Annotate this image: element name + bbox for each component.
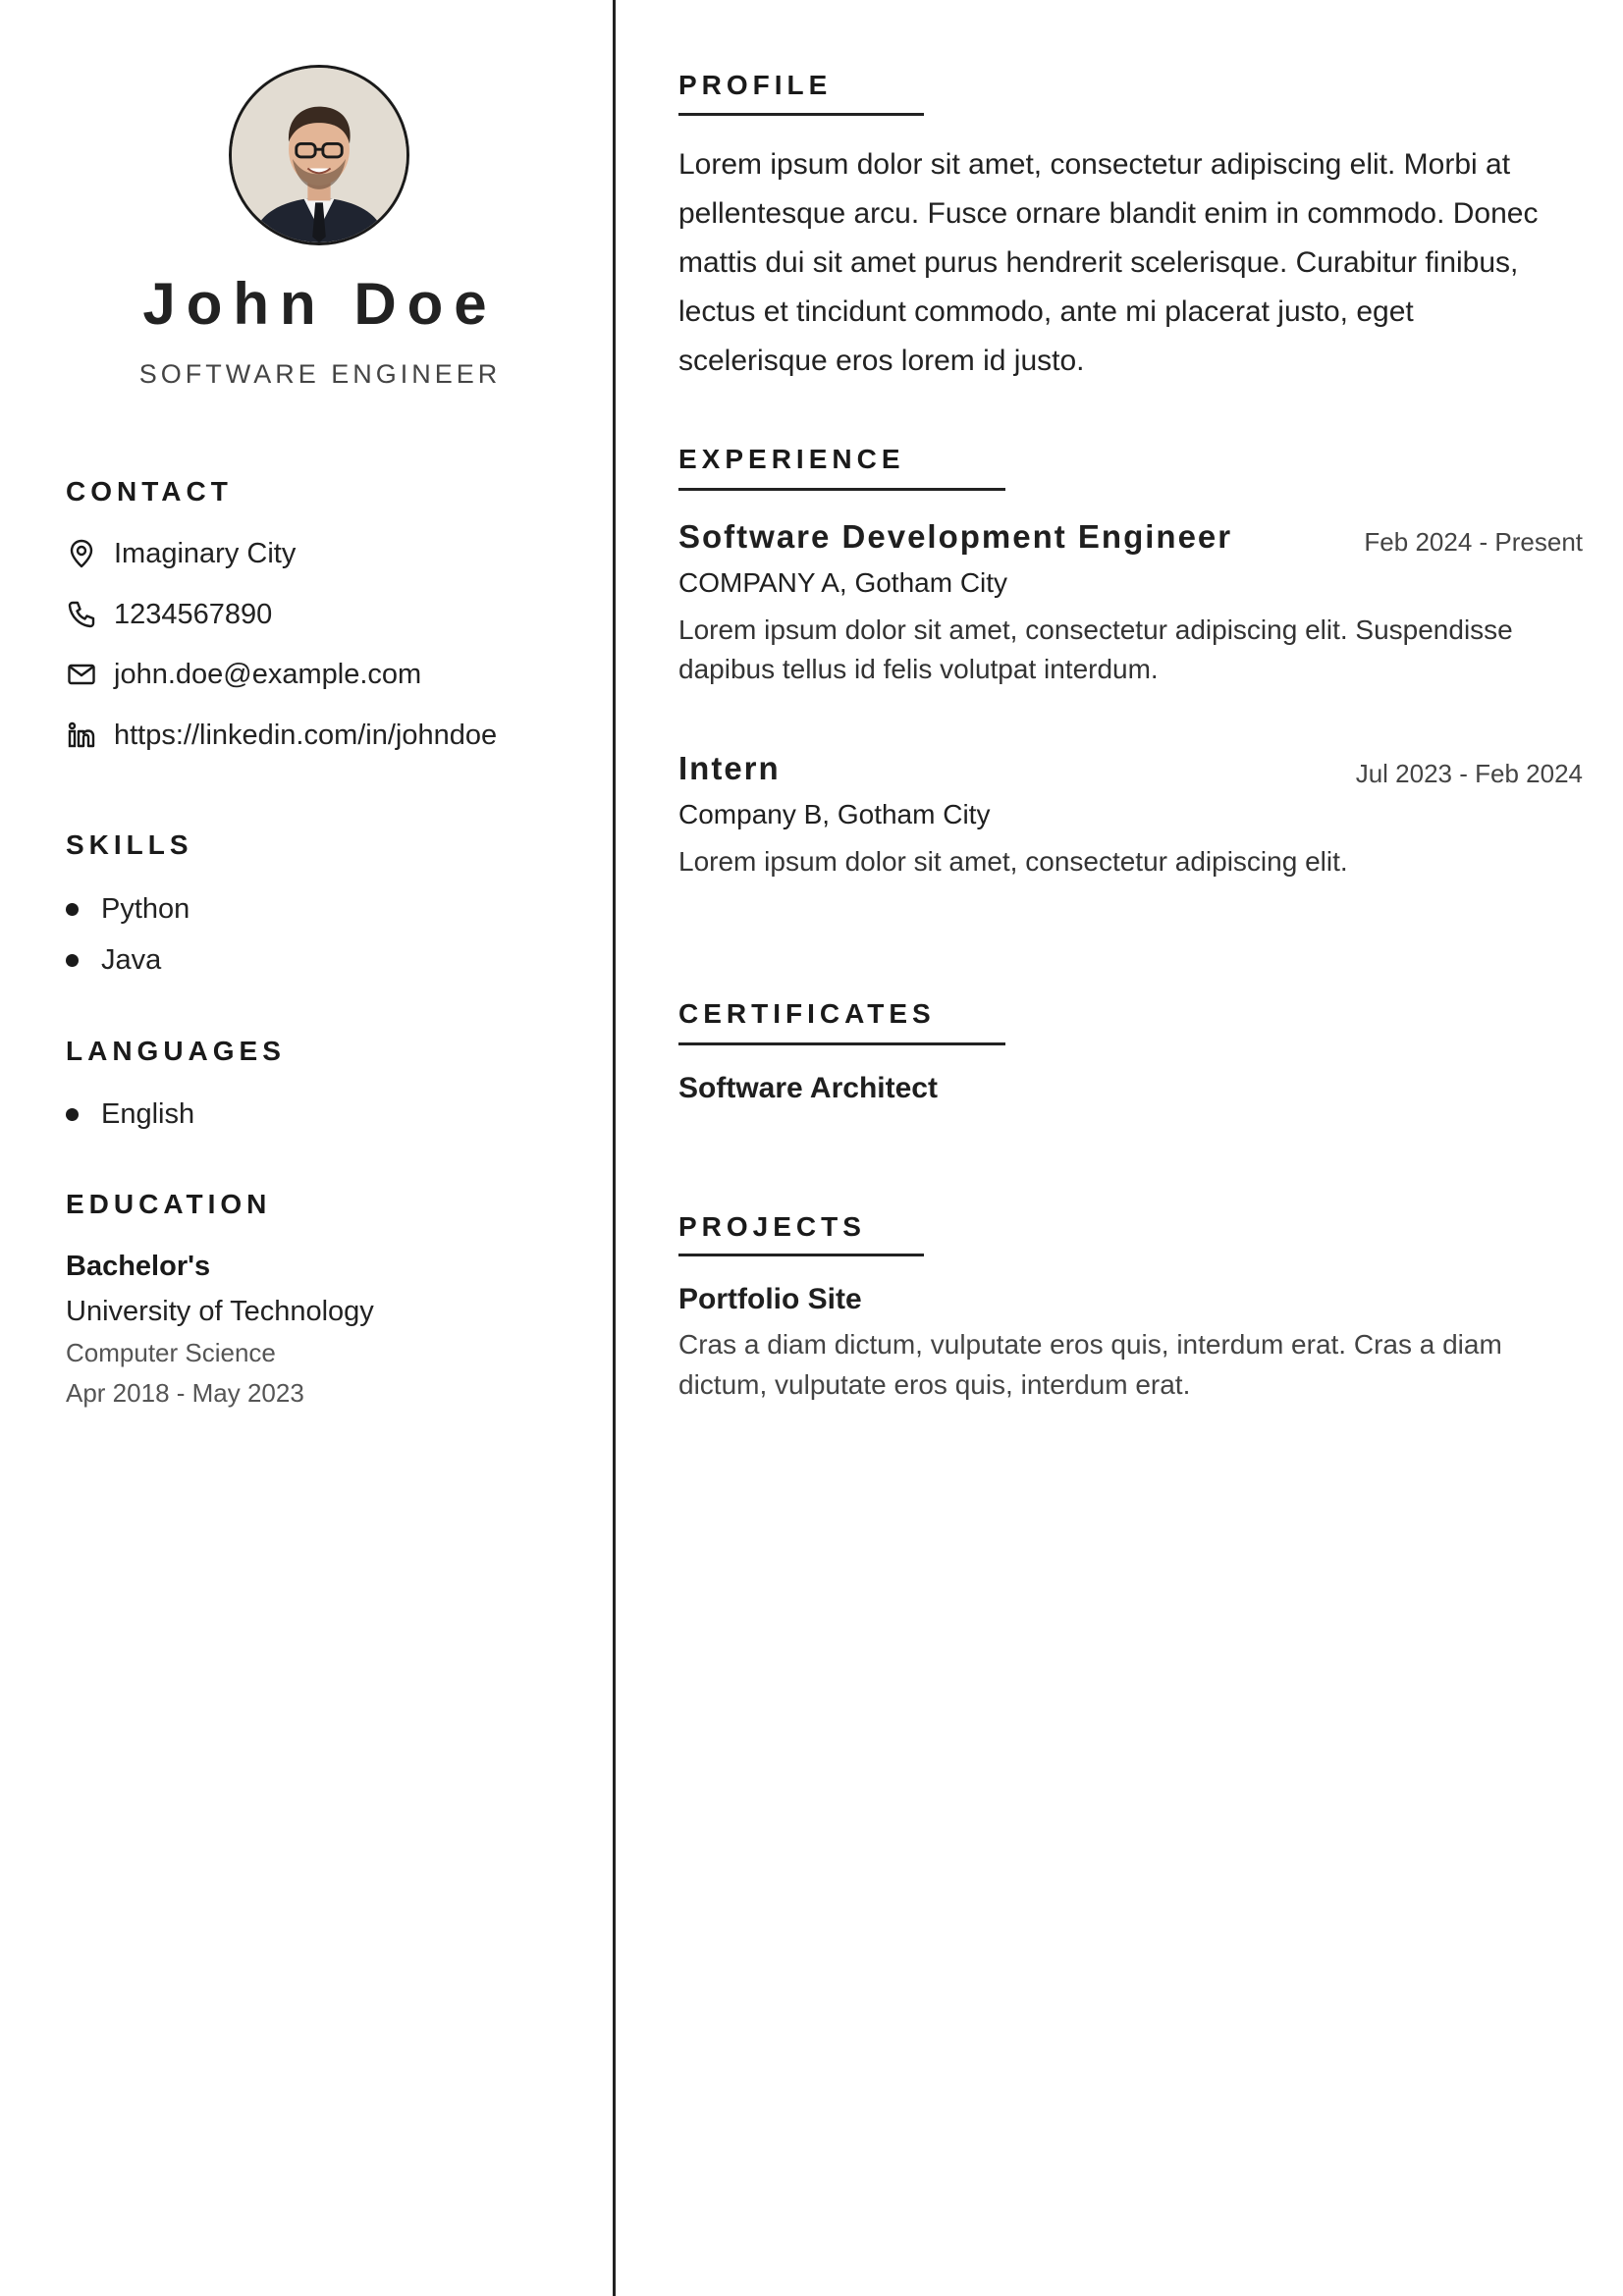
projects-underline xyxy=(678,1254,924,1256)
profile-text: Lorem ipsum dolor sit amet, consectetur adipiscing elit. Morbi at pellentesque arcu. Fusce ornare blandit enim in commodo. Donec mattis dui sit amet purus hendrerit scelerisque. Curabitur finibus, lectus et tincidunt commodo, ante mi placerat justo, eget scelerisque eros lorem id justo. xyxy=(678,148,1539,377)
experience-underline xyxy=(678,488,1005,491)
certificates-heading: CERTIFICATES xyxy=(678,998,936,1029)
certificates-underline xyxy=(678,1042,1005,1045)
job-title: Software Development Engineer xyxy=(678,518,1233,555)
bullet-icon xyxy=(66,954,79,967)
contact-linkedin-text[interactable]: https://linkedin.com/in/johndoe xyxy=(114,719,498,751)
job-company: COMPANY A, Gotham City xyxy=(678,567,1008,598)
education-field: Computer Science xyxy=(66,1338,276,1367)
job-description: Lorem ipsum dolor sit amet, consectetur adipiscing elit. xyxy=(678,846,1348,877)
education-degree: Bachelor's xyxy=(66,1251,211,1282)
contact-phone xyxy=(66,595,272,634)
contact-location-text: Imaginary City xyxy=(114,537,297,569)
contact-linkedin xyxy=(66,716,497,755)
profile-photo xyxy=(229,65,409,245)
main-content xyxy=(616,0,1623,2296)
education-dates: Apr 2018 - May 2023 xyxy=(66,1378,304,1408)
profile-heading: PROFILE xyxy=(678,70,833,100)
job-company: Company B, Gotham City xyxy=(678,799,991,829)
skill-item: Java xyxy=(66,940,161,980)
languages-heading: LANGUAGES xyxy=(66,1036,286,1066)
certificate-name: Software Architect xyxy=(678,1072,938,1104)
job-dates: Jul 2023 - Feb 2024 xyxy=(1355,759,1583,788)
project-name: Portfolio Site xyxy=(678,1283,862,1315)
contact-email xyxy=(66,655,421,694)
portrait-image xyxy=(232,68,406,242)
project-description: Cras a diam dictum, vulputate eros quis, interdum erat. Cras a diam dictum, vulputate eros quis, interdum erat. xyxy=(678,1329,1502,1400)
skills-heading: SKILLS xyxy=(66,829,193,860)
contact-heading: CONTACT xyxy=(66,476,233,507)
phone-icon xyxy=(66,599,97,630)
contact-location xyxy=(66,534,296,573)
contact-email-text[interactable]: john.doe@example.com xyxy=(114,658,422,690)
job-dates: Feb 2024 - Present xyxy=(1364,527,1583,557)
projects-heading: PROJECTS xyxy=(678,1211,866,1242)
sidebar xyxy=(0,0,613,2296)
education-school: University of Technology xyxy=(66,1296,374,1327)
job-description: Lorem ipsum dolor sit amet, consectetur adipiscing elit. Suspendisse dapibus tellus id felis volutpat interdum. xyxy=(678,614,1513,684)
language-item: English xyxy=(66,1095,194,1134)
job-title: Intern xyxy=(678,750,781,786)
experience-heading: EXPERIENCE xyxy=(678,444,905,474)
contact-phone-text: 1234567890 xyxy=(114,598,273,630)
person-name: John Doe xyxy=(142,271,498,337)
education-heading: EDUCATION xyxy=(66,1189,272,1219)
person-title: SOFTWARE ENGINEER xyxy=(138,359,502,389)
bullet-icon xyxy=(66,1108,79,1121)
linkedin-icon xyxy=(66,720,97,751)
skill-item: Python xyxy=(66,889,189,929)
location-pin-icon xyxy=(66,538,97,569)
profile-underline xyxy=(678,113,924,116)
bullet-icon xyxy=(66,903,79,916)
mail-icon xyxy=(66,659,97,690)
